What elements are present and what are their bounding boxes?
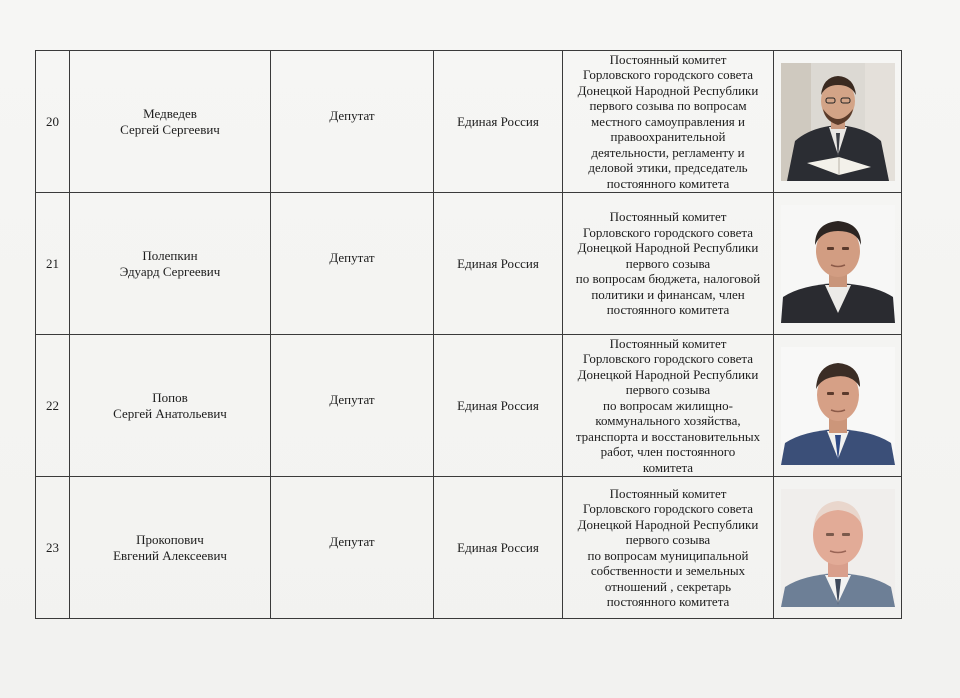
committee-line: по вопросам муниципальной: [587, 547, 749, 563]
photo-cell: [774, 335, 902, 477]
position-text: Депутат: [329, 249, 375, 265]
deputy-given-names: Сергей Анатольевич: [113, 405, 227, 421]
committee-line: первого созыва: [625, 382, 711, 398]
deputy-position: [271, 335, 434, 477]
deputy-party: Единая Россия: [434, 51, 563, 193]
deputy-name: [70, 335, 271, 477]
committee-line: собственности и земельных: [590, 563, 746, 578]
portrait-image: [781, 347, 895, 465]
deputy-committee: [563, 477, 774, 619]
table-row: [36, 477, 902, 619]
committee-line: правоохранительной: [610, 129, 726, 145]
committee-line: первого созыва: [625, 532, 711, 547]
deputy-committee: [563, 51, 774, 193]
deputy-position: [271, 193, 434, 335]
deputy-name: [70, 51, 271, 193]
deputy-photo: [781, 489, 895, 607]
row-number: 21: [36, 193, 70, 335]
committee-line: работ, член постоянного: [600, 444, 736, 460]
committee-line: постоянного комитета: [606, 594, 730, 609]
committee-line: транспорта и восстановительных: [575, 428, 761, 444]
committee-line: Горловского городского совета: [582, 224, 754, 240]
deputy-name: [70, 477, 271, 619]
committee-line: Донецкой Народной Республики: [577, 516, 759, 532]
deputy-party: Единая Россия: [434, 477, 563, 619]
row-number: 22: [36, 335, 70, 477]
committee-line: комитета: [642, 459, 694, 475]
deputy-photo: [781, 63, 895, 181]
committee-line: Донецкой Народной Республики: [577, 240, 759, 256]
committee-line: Постоянный комитет: [609, 335, 727, 351]
deputy-committee: [563, 335, 774, 477]
deputy-given-names: Сергей Сергеевич: [120, 121, 220, 137]
photo-cell: [774, 193, 902, 335]
committee-line: по вопросам бюджета, налоговой: [575, 271, 761, 287]
deputy-given-names: Евгений Алексеевич: [113, 547, 227, 563]
committee-line: Горловского городского совета: [582, 67, 754, 83]
committee-line: отношений , секретарь: [604, 578, 732, 594]
committee-line: Постоянный комитет: [609, 209, 727, 225]
committee-line: коммунального хозяйства,: [595, 413, 741, 429]
committee-line: Горловского городского совета: [582, 501, 754, 516]
committee-text: [563, 209, 773, 318]
committee-line: по вопросам жилищно-: [603, 397, 733, 413]
row-number: 23: [36, 477, 70, 619]
photo-cell: [774, 477, 902, 619]
committee-text: [563, 52, 773, 192]
committee-line: политики и финансам, член: [591, 286, 745, 302]
deputy-position: [271, 477, 434, 619]
deputies-table: [35, 50, 902, 619]
committee-line: постоянного комитета: [606, 175, 730, 191]
deputy-given-names: Эдуард Сергеевич: [119, 263, 221, 279]
deputy-position: [271, 51, 434, 193]
position-text: Депутат: [329, 391, 375, 407]
deputy-surname: Прокопович: [136, 532, 204, 547]
portrait-image: [781, 205, 895, 323]
deputy-photo: [781, 205, 895, 323]
deputy-committee: [563, 193, 774, 335]
committee-line: постоянного комитета: [606, 302, 730, 318]
committee-line: местного самоуправления и: [591, 113, 745, 129]
committee-text: [563, 486, 773, 610]
position-text: Депутат: [329, 107, 375, 123]
committee-line: Горловского городского совета: [582, 351, 754, 367]
committee-line: первого созыва по вопросам: [589, 98, 747, 114]
deputy-surname: Попов: [152, 390, 188, 405]
table-row: [36, 51, 902, 193]
committee-line: Постоянный комитет: [609, 485, 727, 501]
photo-cell: [774, 51, 902, 193]
deputy-photo: [781, 347, 895, 465]
portrait-image: [781, 489, 895, 607]
deputy-surname: Медведев: [143, 106, 197, 121]
table-row: [36, 335, 902, 477]
deputy-surname: Полепкин: [142, 248, 198, 263]
deputy-name: [70, 193, 271, 335]
committee-line: Постоянный комитет: [609, 51, 727, 67]
committee-line: Донецкой Народной Республики: [577, 82, 759, 98]
committee-line: деловой этики, председатель: [588, 160, 748, 176]
row-number: 20: [36, 51, 70, 193]
committee-line: Донецкой Народной Республики: [577, 366, 759, 382]
position-text: Депутат: [329, 533, 375, 549]
committee-text: [563, 336, 773, 476]
committee-line: деятельности, регламенту и: [591, 144, 745, 160]
deputy-party: Единая Россия: [434, 193, 563, 335]
table-row: [36, 193, 902, 335]
committee-line: первого созыва: [625, 255, 711, 271]
deputy-party: Единая Россия: [434, 335, 563, 477]
portrait-image: [781, 63, 895, 181]
